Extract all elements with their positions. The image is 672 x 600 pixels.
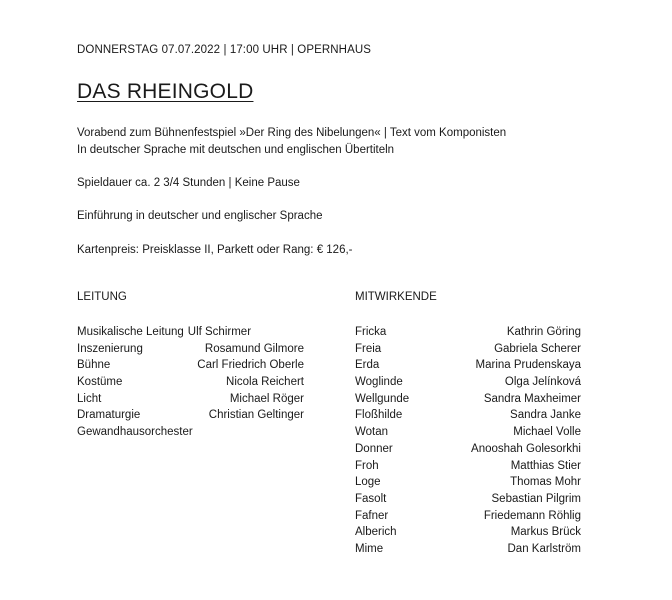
cast-name: Marina Prudenskaya [475,359,581,372]
leitung-role: Licht [77,392,102,405]
event-introduction: Einführung in deutscher und englischer Sprache [77,210,323,222]
cast-role: Wotan [355,426,389,439]
cast-name: Thomas Mohr [510,476,581,489]
leitung-heading: LEITUNG [77,291,127,303]
description-line-1: Vorabend zum Bühnenfestspiel »Der Ring des Nibelungen« | Text vom Komponisten [77,127,507,139]
cast-role: Woglinde [355,376,403,389]
leitung-role: Dramaturgie [77,409,141,422]
mitwirkende-row [355,541,581,558]
cast-role: Wellgunde [355,392,410,405]
mitwirkende-row [355,407,581,424]
leitung-row [77,391,304,408]
leitung-name: Carl Friedrich Oberle [197,359,304,372]
leitung-row [77,341,304,358]
cast-role: Freia [355,342,382,355]
cast-name: Sandra Maxheimer [483,392,581,405]
mitwirkende-row [355,357,581,374]
event-title: DAS RHEINGOLD [77,80,254,103]
cast-name: Sebastian Pilgrim [491,492,581,505]
cast-role: Alberich [355,526,397,539]
mitwirkende-row [355,391,581,408]
cast-role: Fafner [355,509,389,522]
cast-name: Anooshah Golesorkhi [471,442,581,455]
cast-name: Sandra Janke [510,409,581,422]
mitwirkende-row [355,441,581,458]
leitung-role: Bühne [77,359,111,372]
leitung-row [77,357,304,374]
cast-name: Olga Jelínková [504,376,581,389]
mitwirkende-list [355,324,581,558]
leitung-name: Ulf Schirmer [187,326,252,338]
leitung-role: Gewandhausorchester [77,426,193,439]
mitwirkende-row [355,474,581,491]
cast-role: Donner [355,442,393,455]
leitung-name: Nicola Reichert [226,376,304,389]
cast-role: Erda [355,359,380,372]
mitwirkende-row [355,508,581,525]
mitwirkende-row [355,341,581,358]
description-line-2: In deutscher Sprache mit deutschen und englischen Übertiteln [77,143,395,156]
leitung-row [77,324,304,341]
leitung-name: Michael Röger [229,392,304,405]
mitwirkende-row [355,374,581,391]
event-description [77,125,506,158]
cast-name: Friedemann Röhlig [483,509,581,522]
leitung-row [77,424,304,441]
leitung-role: Musikalische Leitung [77,326,184,338]
event-duration: Spieldauer ca. 2 3/4 Stunden | Keine Pause [77,177,300,189]
leitung-name: Christian Geltinger [208,409,304,422]
cast-role: Mime [355,542,384,555]
leitung-row [77,407,304,424]
cast-name: Gabriela Scherer [494,342,581,355]
mitwirkende-row [355,491,581,508]
mitwirkende-heading: MITWIRKENDE [355,291,437,303]
cast-name: Markus Brück [510,526,581,539]
event-date-line: DONNERSTAG 07.07.2022 | 17:00 UHR | OPERNHAUS [77,44,372,56]
mitwirkende-row [355,324,581,341]
leitung-role: Kostüme [77,376,123,389]
cast-role: Froh [355,459,379,472]
cast-name: Dan Karlström [507,542,581,555]
cast-role: Fricka [355,326,387,338]
cast-role: Fasolt [355,492,387,505]
leitung-list [77,324,304,441]
mitwirkende-row [355,424,581,441]
cast-name: Michael Volle [513,426,581,439]
cast-name: Kathrin Göring [506,326,581,338]
leitung-row [77,374,304,391]
mitwirkende-row [355,458,581,475]
leitung-role: Inszenierung [77,342,143,355]
cast-role: Floßhilde [355,409,403,422]
leitung-name: Rosamund Gilmore [204,342,304,355]
mitwirkende-row [355,524,581,541]
event-price: Kartenpreis: Preisklasse II, Parkett oder Rang: € 126,- [77,244,353,256]
cast-role: Loge [355,476,381,489]
cast-name: Matthias Stier [510,459,581,472]
